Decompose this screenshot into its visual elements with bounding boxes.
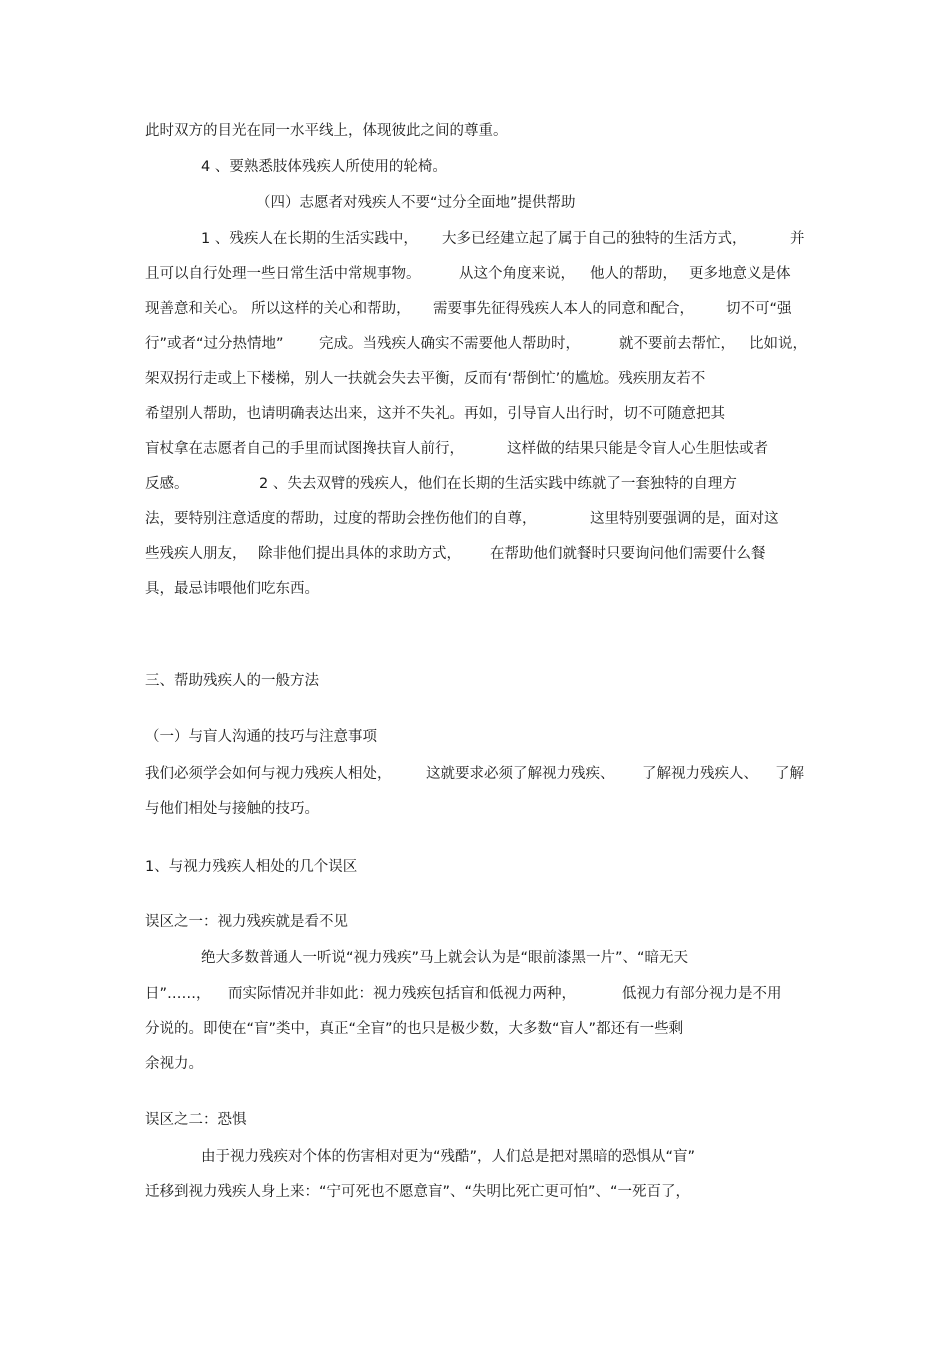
text-segment: 且可以自行处理一些日常生活中常规事物。 [145,266,421,282]
text-segment: 现善意和关心。 所以这样的关心和帮助， [145,301,411,317]
text-segment: 了解视力残疾人、 [642,766,758,782]
text-segment: 1、与视力残疾人相处的几个误区 [145,859,358,875]
text-segment: 迁移到视力残疾人身上来：“宁可死也不愿意盲”、“失明比死亡更可怕”、“一死百了， [145,1184,691,1200]
text-segment: 分说的。即使在“盲”类中，真正“全盲”的也只是极少数，大多数“盲人”都还有一些剩 [145,1021,684,1037]
text-segment: 这就要求必须了解视力残疾、 [426,766,615,782]
text-segment: 2 、失去双臂的残疾人，他们在长期的生活实践中练就了一套独特的自理方 [259,476,737,492]
text-segment: 除非他们提出具体的求助方式， [258,546,461,562]
text-segment: 行”或者“过分热情地” [145,336,284,352]
text-segment: 此时双方的目光在同一水平线上，体现彼此之间的尊重。 [145,123,508,139]
text-segment: 与他们相处与接触的技巧。 [145,801,319,817]
text-segment: 从这个角度来说， [459,266,575,282]
text-segment: 法，要特别注意适度的帮助，过度的帮助会挫伤他们的自尊， [145,511,537,527]
text-segment: 具，最忌讳喂他们吃东西。 [145,581,319,597]
text-segment: 了解 [775,766,804,782]
text-segment: 在帮助他们就餐时只要询问他们需要什么餐 [490,546,766,562]
text-segment: 误区之二：恐惧 [145,1112,247,1128]
text-segment: 比如说， [749,336,807,352]
text-segment: 完成。当残疾人确实不需要他人帮助时， [319,336,580,352]
text-segment: 这样做的结果只能是令盲人心生胆怯或者 [507,441,768,457]
text-segment: 由于视力残疾对个体的伤害相对更为“残酷”，人们总是把对黑暗的恐惧从“盲” [201,1149,696,1165]
text-segment: 更多地意义是体 [689,266,791,282]
text-segment: （四）志愿者对残疾人不要“过分全面地”提供帮助 [256,195,576,211]
text-segment: 日”……， [145,986,211,1002]
text-segment: 他人的帮助， [590,266,677,282]
text-segment: 反感。 [145,476,189,492]
text-segment: 需要事先征得残疾人本人的同意和配合， [433,301,694,317]
text-segment: 这里特别要强调的是，面对这 [590,511,779,527]
text-segment: 希望别人帮助，也请明确表达出来，这并不失礼。再如，引导盲人出行时，切不可随意把其 [145,406,725,422]
text-segment: 盲杖拿在志愿者自己的手里而试图搀扶盲人前行， [145,441,464,457]
text-segment: 切不可“强 [726,301,792,317]
text-segment: 并 [790,231,805,247]
text-segment: 绝大多数普通人一听说“视力残疾”马上就会认为是“眼前漆黑一片”、“暗无天 [201,950,689,966]
text-segment: 三、帮助残疾人的一般方法 [145,673,319,689]
text-segment: 余视力。 [145,1056,203,1072]
text-segment: 4 、要熟悉肢体残疾人所使用的轮椅。 [201,159,447,175]
text-segment: （一）与盲人沟通的技巧与注意事项 [145,729,377,745]
text-segment: 而实际情况并非如此：视力残疾包括盲和低视力两种， [228,986,576,1002]
text-segment: 误区之一：视力残疾就是看不见 [145,914,348,930]
text-segment: 1 、残疾人在长期的生活实践中， [201,231,418,247]
text-segment: 我们必须学会如何与视力残疾人相处， [145,766,392,782]
text-segment: 就不要前去帮忙， [619,336,735,352]
text-segment: 架双拐行走或上下楼梯，别人一扶就会失去平衡，反而有‘帮倒忙’的尴尬。残疾朋友若不 [145,371,706,387]
text-segment: 低视力有部分视力是不用 [622,986,782,1002]
text-segment: 大多已经建立起了属于自己的独特的生活方式， [442,231,747,247]
text-segment: 些残疾人朋友， [145,546,247,562]
